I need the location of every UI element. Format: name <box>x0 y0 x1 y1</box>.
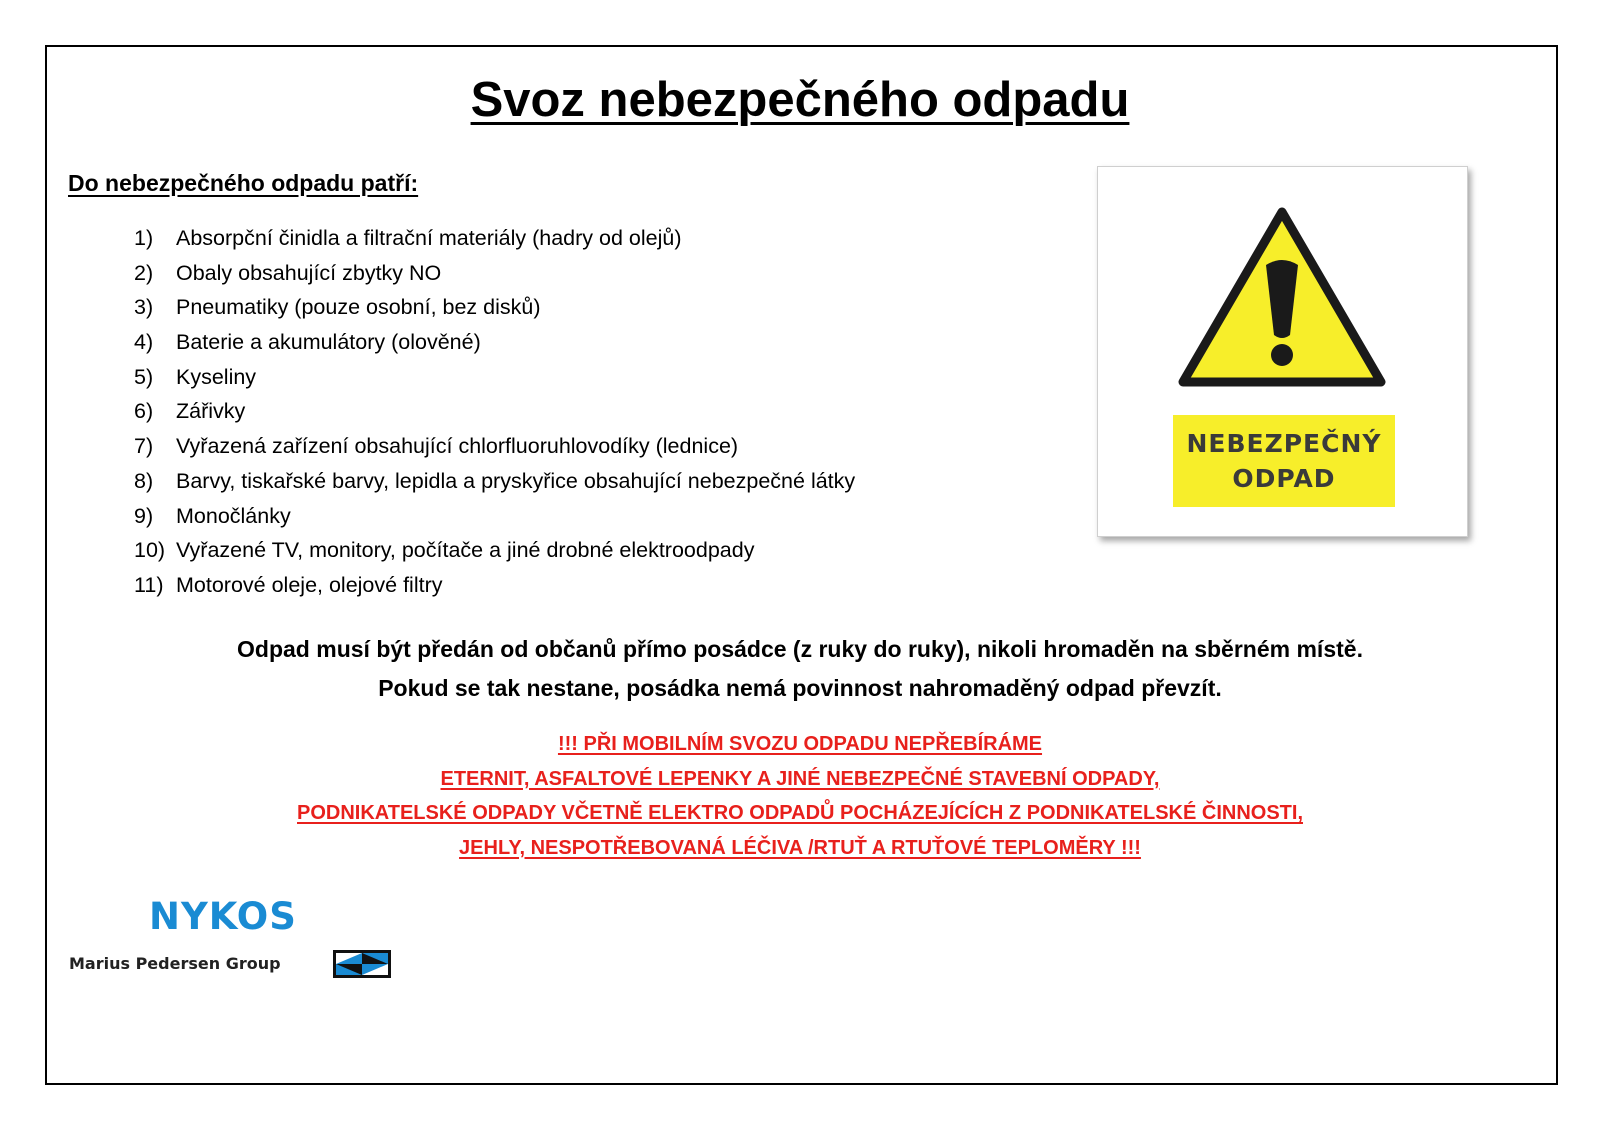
list-item <box>134 329 855 364</box>
list-item-text: Baterie a akumulátory (olověné) <box>176 330 481 355</box>
notice-line: Pokud se tak nestane, posádka nemá povinnost nahromaděný odpad převzít. <box>378 675 1222 701</box>
list-item-text: Vyřazená zařízení obsahující chlorfluoruhlovodíky (lednice) <box>176 434 739 459</box>
list-item <box>134 398 855 433</box>
waste-list <box>134 225 855 607</box>
list-item-number: 6) <box>134 399 154 424</box>
list-item-text: Zářivky <box>176 399 246 424</box>
notice-line: Odpad musí být předán od občanů přímo posádce (z ruky do ruky), nikoli hromaděn na sběrném místě. <box>237 636 1363 662</box>
list-item-text: Monočlánky <box>176 503 291 528</box>
list-item-text: Absorpční činidla a filtrační materiály (hadry od olejů) <box>176 226 682 250</box>
list-item-number: 7) <box>134 434 154 459</box>
warning-line: !!! PŘI MOBILNÍM SVOZU ODPADU NEPŘEBÍRÁME <box>557 733 1043 755</box>
list-heading: Do nebezpečného odpadu patří: <box>68 170 419 196</box>
list-item-number: 8) <box>134 468 154 493</box>
list-item <box>134 364 855 399</box>
not-accepted-warning <box>0 727 1600 865</box>
handover-notice <box>0 630 1600 708</box>
list-item-number: 2) <box>134 260 154 285</box>
list-item <box>134 260 855 295</box>
warning-line: ETERNIT, ASFALTOVÉ LEPENKY A JINÉ NEBEZPEČNÉ STAVEBNÍ ODPADY, <box>440 767 1160 790</box>
warning-line: JEHLY, NESPOTŘEBOVANÁ LÉČIVA /RTUŤ A RTUŤOVÉ TEPLOMĚRY !!! <box>459 836 1141 859</box>
list-item-text: Pneumatiky (pouze osobní, bez disků) <box>176 295 541 320</box>
list-item-text: Obaly obsahující zbytky NO <box>176 260 442 285</box>
list-item-number: 9) <box>134 503 154 528</box>
nykos-logo: NYKOS <box>149 895 297 938</box>
list-item <box>134 572 855 607</box>
list-item-number: 4) <box>134 330 154 355</box>
list-item-text: Vyřazené TV, monitory, počítače a jiné drobné elektroodpady <box>176 538 755 563</box>
list-item-number: 3) <box>134 295 154 320</box>
list-item-number: 1) <box>134 226 154 250</box>
list-item-text: Barvy, tiskařské barvy, lepidla a pryskyřice obsahující nebezpečné látky <box>176 468 856 493</box>
list-item-text: Kyseliny <box>176 364 257 389</box>
list-item-number: 5) <box>134 364 154 389</box>
sign-label <box>1173 415 1395 507</box>
list-item <box>134 294 855 329</box>
list-item-text: Motorové oleje, olejové filtry <box>176 572 443 597</box>
list-item <box>134 225 855 260</box>
page-title: Svoz nebezpečného odpadu <box>470 73 1130 127</box>
sign-label-line1: NEBEZPEČNÝ <box>1186 429 1382 458</box>
sign-label-line2: ODPAD <box>1232 464 1336 493</box>
list-item <box>134 468 855 503</box>
hazard-sign <box>1097 166 1468 537</box>
list-item-number: 11) <box>134 572 164 597</box>
list-item <box>134 503 855 538</box>
company-emblem-icon <box>333 950 391 978</box>
company-group-name: Marius Pedersen Group <box>69 954 281 973</box>
list-item <box>134 537 855 572</box>
warning-line: PODNIKATELSKÉ ODPADY VČETNĚ ELEKTRO ODPADŮ POCHÁZEJÍCÍCH Z PODNIKATELSKÉ ČINNOSTI, <box>297 802 1303 824</box>
list-item <box>134 433 855 468</box>
list-item-number: 10) <box>134 538 166 563</box>
